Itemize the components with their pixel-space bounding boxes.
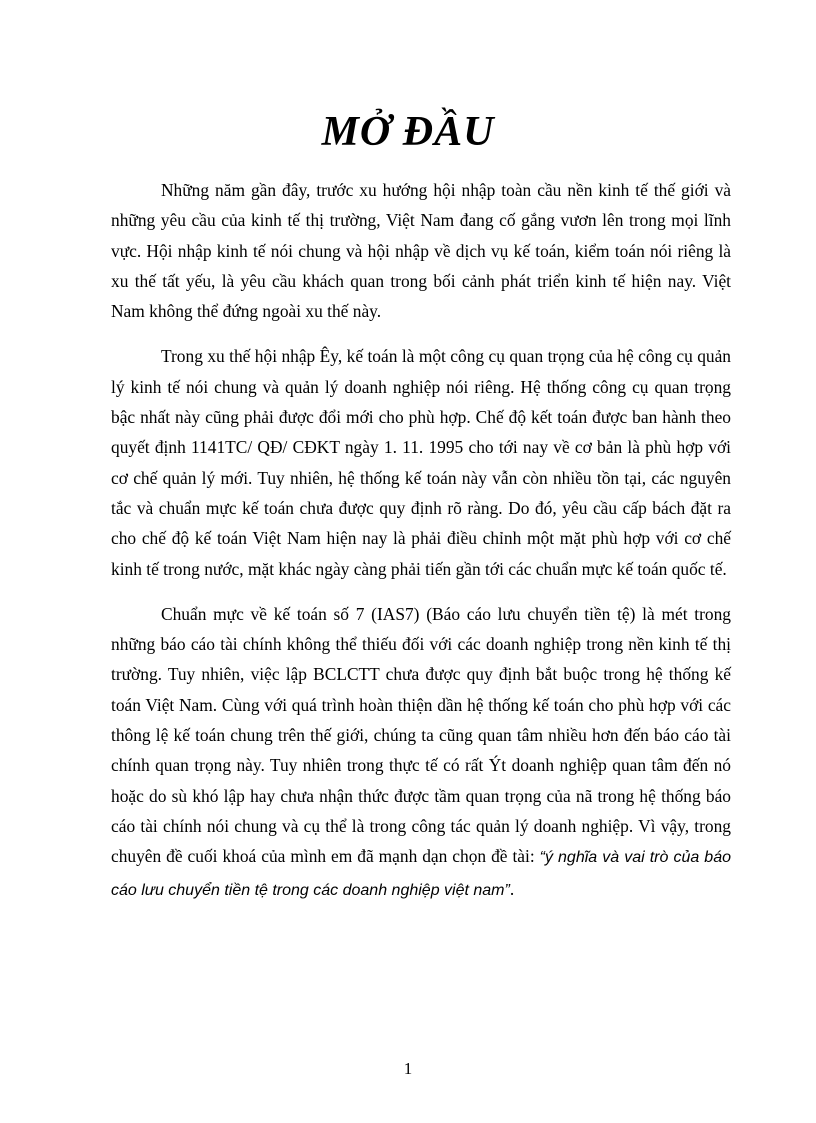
paragraph-3-text: Chuẩn mực về kế toán số 7 (IAS7) (Báo cáo lưu chuyển tiền tệ) là mét trong những báo cáo tài chính không thể thiếu đối với các doanh nghiệp trong nền kinh tế thị trường. Tuy nhiên, việc lập BCLCTT chưa được quy định bắt buộc trong hệ thống kế toán Việt Nam. Cùng với quá trình hoàn thiện dần hệ thống kế toán cho phù hợp với các thông lệ kế toán chung trên thế giới, chúng ta cũng quan tâm nhiều hơn đến báo cáo tài chính quan trọng này. Tuy nhiên trong thực tế có rất Ýt doanh nghiệp quan tâm đến nó hoặc do sù khó lập hay chưa nhận thức được tầm quan trọng của nã trong hệ thống báo cáo tài chính nói chung và cụ thể là trong công tác quản lý doanh nghiệp. Vì vậy, trong chuyên đề cuối khoá của mình em đã mạnh dạn chọn đề tài: [111,603,731,867]
body-text [111,175,731,906]
paragraph-2: Trong xu thế hội nhập Êy, kế toán là một công cụ quan trọng của hệ công cụ quản lý kinh tế nói chung và quản lý doanh nghiệp nói riêng. Hệ thống công cụ quan trọng bậc nhất này cũng phải được đổi mới cho phù hợp. Chế độ kết toán được ban hành theo quyết định 1141TC/ QĐ/ CĐKT ngày 1. 11. 1995 cho tới nay về cơ bản là phù hợp với cơ chế quản lý mới. Tuy nhiên, hệ thống kế toán này vẫn còn nhiều tồn tại, các nguyên tắc và chuẩn mực kế toán chưa được quy định rõ ràng. Do đó, yêu cầu cấp bách đặt ra cho chế độ kế toán Việt Nam hiện nay là phải điều chỉnh một mặt phù hợp với cơ chế kinh tế trong nước, mặt khác ngày càng phải tiến gần tới các chuẩn mực kế toán quốc tế. [111,346,731,579]
page-number: 1 [403,1059,413,1078]
paragraph-3-end: . [509,878,515,899]
paragraph-3 [111,599,731,906]
page-title: MỞ ĐẦU [321,109,495,155]
thesis-topic: “ý nghĩa và vai trò của báo cáo lưu chuyển tiền tệ trong các doanh nghiệp việt nam” [111,849,732,899]
paragraph-1: Những năm gần đây, trước xu hướng hội nhập toàn cầu nền kinh tế thế giới và những yêu cầu của kinh tế thị trường, Việt Nam đang cố gắng vươn lên trong mọi lĩnh vực. Hội nhập kinh tế nói chung và hội nhập về dịch vụ kế toán, kiểm toán nói riêng là xu thế tất yếu, là yêu cầu khách quan trong bối cảnh phát triển kinh tế hiện nay. Việt Nam không thể đứng ngoài xu thế này. [111,180,731,322]
